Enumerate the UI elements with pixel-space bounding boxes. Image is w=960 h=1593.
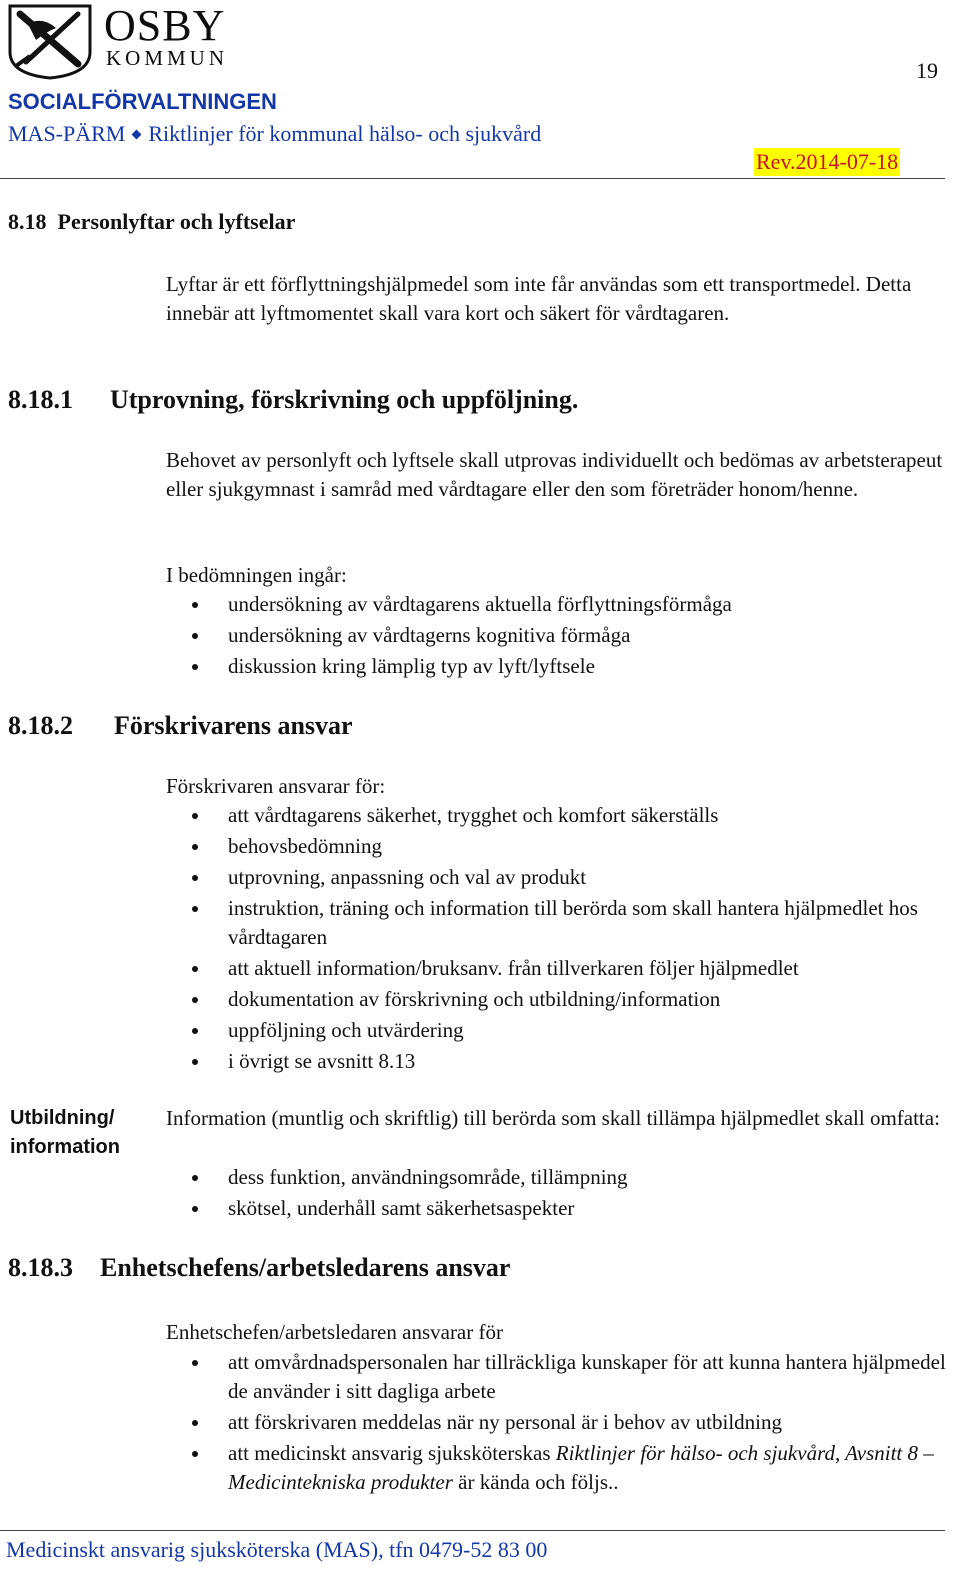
bullet-icon bbox=[192, 966, 198, 972]
margin-label bbox=[10, 1104, 160, 1162]
subsection-title: Utprovning, förskrivning och uppföljning. bbox=[110, 385, 579, 414]
section-heading bbox=[8, 208, 295, 236]
bullet-icon bbox=[192, 844, 198, 850]
header-divider bbox=[0, 178, 945, 179]
subsection-number: 8.18.2 bbox=[8, 711, 73, 740]
s2-list bbox=[166, 801, 946, 1078]
s3-list bbox=[166, 1348, 946, 1499]
bullet-icon bbox=[192, 1175, 198, 1181]
department-title: SOCIALFÖRVALTNINGEN bbox=[8, 89, 277, 114]
s2-info-paragraph: Information (muntlig och skriftlig) till berörda som skall tillämpa hjälpmedlet skall omfatta: bbox=[166, 1106, 940, 1130]
list-item: att omvårdnadspersonalen har tillräckliga kunskaper för att kunna hantera hjälpmedel de använder i sitt dagliga arbete bbox=[166, 1348, 946, 1406]
list-item: undersökning av vårdtagerns kognitiva förmåga bbox=[166, 621, 946, 650]
bullet-icon bbox=[192, 1360, 198, 1366]
bullet-icon bbox=[192, 813, 198, 819]
subtitle-left: MAS-PÄRM bbox=[8, 121, 126, 146]
list-item: att medicinskt ansvarig sjuksköterskas Riktlinjer för hälso- och sjukvård, Avsnitt 8 – Medicintekniska produkter är kända och följs.. bbox=[166, 1439, 946, 1497]
list-item: skötsel, underhåll samt säkerhetsaspekter bbox=[166, 1194, 946, 1223]
referenced-guideline: Riktlinjer för hälso- och sjukvård, Avsnitt 8 – Medicintekniska produkter bbox=[228, 1441, 934, 1494]
footer-contact: Medicinskt ansvarig sjuksköterska (MAS), tfn 0479-52 83 00 bbox=[6, 1537, 548, 1562]
subsection-heading-2 bbox=[8, 710, 353, 742]
diamond-icon bbox=[132, 130, 142, 140]
list-item: diskussion kring lämplig typ av lyft/lyftsele bbox=[166, 652, 946, 681]
logo-name: OSBY bbox=[104, 1, 226, 50]
bullet-icon bbox=[192, 1028, 198, 1034]
subsection-number: 8.18.1 bbox=[8, 385, 73, 414]
list-item: instruktion, träning och information till berörda som skall hantera hjälpmedlet hos vårdtagaren bbox=[166, 894, 946, 952]
s2-list-intro: Förskrivaren ansvarar för: bbox=[166, 774, 386, 798]
s1-list-intro: I bedömningen ingår: bbox=[166, 563, 347, 587]
bullet-icon bbox=[192, 1451, 198, 1457]
bullet-icon bbox=[192, 602, 198, 608]
bullet-icon bbox=[192, 875, 198, 881]
list-item: att förskrivaren meddelas när ny personal är i behov av utbildning bbox=[166, 1408, 946, 1437]
section-number: 8.18 bbox=[8, 209, 47, 234]
list-item: dokumentation av förskrivning och utbildning/information bbox=[166, 985, 946, 1014]
list-item: att vårdtagarens säkerhet, trygghet och komfort säkerställs bbox=[166, 801, 946, 830]
bullet-icon bbox=[192, 1059, 198, 1065]
list-item: utprovning, anpassning och val av produkt bbox=[166, 863, 946, 892]
bullet-icon bbox=[192, 1206, 198, 1212]
logo-subtitle: KOMMUN bbox=[106, 46, 229, 70]
bullet-icon bbox=[192, 997, 198, 1003]
section-intro: Lyftar är ett förflyttningshjälpmedel som inte får användas som ett transportmedel. Detta innebär att lyftmomentet skall vara kort och säkert för vårdtagaren. bbox=[166, 272, 912, 325]
footer-divider bbox=[0, 1530, 945, 1531]
s1-list bbox=[166, 590, 946, 683]
list-item: dess funktion, användningsområde, tillämpning bbox=[166, 1163, 946, 1192]
subtitle-right: Riktlinjer för kommunal hälso- och sjukvård bbox=[148, 121, 542, 146]
list-item: uppföljning och utvärdering bbox=[166, 1016, 946, 1045]
s1-paragraph: Behovet av personlyft och lyftsele skall utprovas individuellt och bedömas av arbetsterapeut eller sjukgymnast i samråd med vårdtagare eller den som företräder honom/henne. bbox=[166, 448, 943, 501]
subsection-heading-1 bbox=[8, 384, 578, 416]
s2-info-list bbox=[166, 1163, 946, 1225]
bullet-icon bbox=[192, 906, 198, 912]
subsection-number: 8.18.3 bbox=[8, 1253, 73, 1282]
subsection-heading-3 bbox=[8, 1252, 510, 1284]
bullet-icon bbox=[192, 633, 198, 639]
margin-label-line-2: information bbox=[10, 1136, 120, 1158]
document-subtitle bbox=[8, 120, 541, 148]
list-item: undersökning av vårdtagarens aktuella förflyttningsförmåga bbox=[166, 590, 946, 619]
revision-date: Rev.2014-07-18 bbox=[756, 149, 899, 174]
list-item: behovsbedömning bbox=[166, 832, 946, 861]
subsection-title: Enhetschefens/arbetsledarens ansvar bbox=[100, 1253, 511, 1282]
crossed-swords-icon bbox=[6, 2, 94, 80]
page-number: 19 bbox=[916, 58, 938, 83]
bullet-icon bbox=[192, 1420, 198, 1426]
list-item: att aktuell information/bruksanv. från tillverkaren följer hjälpmedlet bbox=[166, 954, 946, 983]
section-title: Personlyftar och lyftselar bbox=[57, 209, 296, 234]
subsection-title: Förskrivarens ansvar bbox=[114, 711, 353, 740]
bullet-icon bbox=[192, 664, 198, 670]
osby-logo-emblem bbox=[6, 2, 94, 80]
list-item: i övrigt se avsnitt 8.13 bbox=[166, 1047, 946, 1076]
margin-label-line-1: Utbildning/ bbox=[10, 1107, 115, 1129]
s3-list-intro: Enhetschefen/arbetsledaren ansvarar för bbox=[166, 1320, 503, 1344]
